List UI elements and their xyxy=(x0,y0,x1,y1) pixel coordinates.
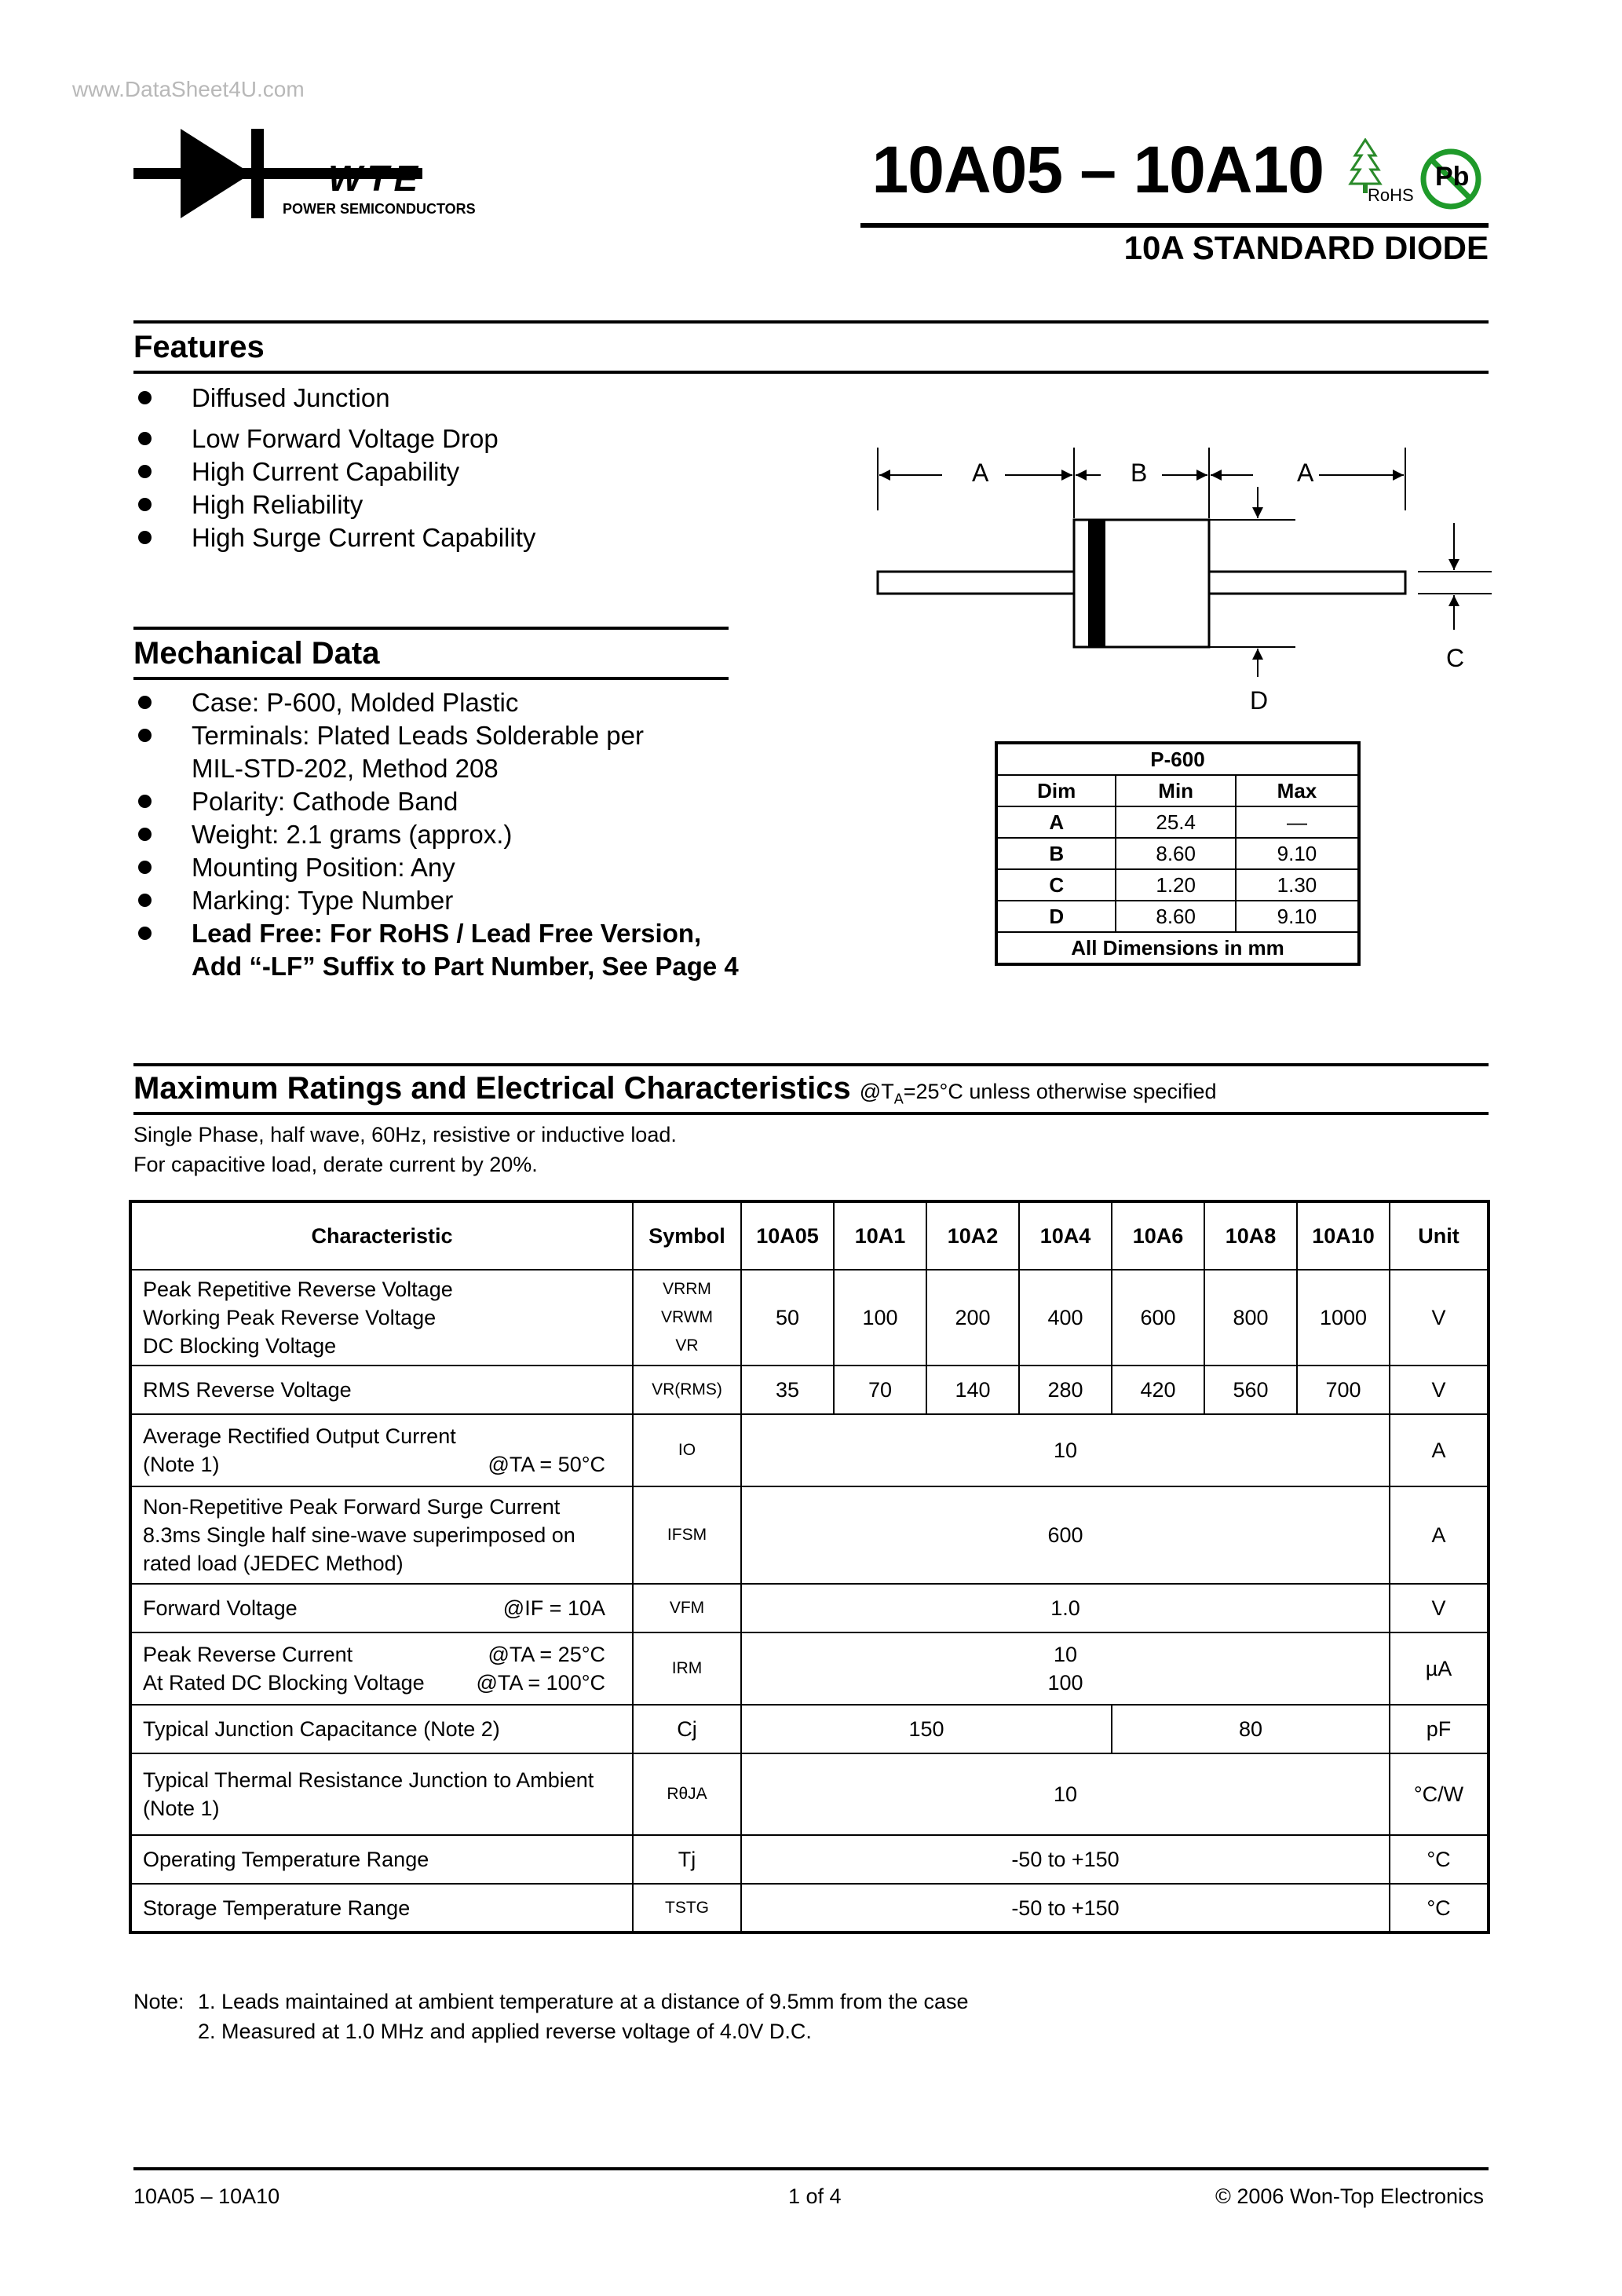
char-text: Forward Voltage xyxy=(143,1596,298,1620)
ratings-intro xyxy=(133,1120,677,1179)
symbol-cell: Cj xyxy=(633,1705,741,1753)
note-line xyxy=(133,1987,969,2016)
mechanical-item: Polarity: Cathode Band xyxy=(135,785,739,818)
dim-col-header: Dim xyxy=(996,775,1116,806)
mechanical-list xyxy=(135,686,739,983)
value-cell: 100 xyxy=(834,1270,926,1366)
char-condition: @TA = 50°C xyxy=(488,1453,605,1476)
characteristic-cell xyxy=(130,1584,633,1632)
watermark: www.DataSheet4U.com xyxy=(72,77,305,101)
notes xyxy=(133,1987,969,2046)
note-label: Note: xyxy=(133,1990,184,2013)
mechanical-item: Terminals: Plated Leads Solderable per xyxy=(135,719,739,752)
table-row xyxy=(130,1705,1489,1753)
condition-rest: =25°C unless otherwise specified xyxy=(903,1080,1217,1103)
value-cell: 80 xyxy=(1112,1705,1390,1753)
value-cell: 560 xyxy=(1204,1366,1297,1414)
characteristic-cell xyxy=(130,1414,633,1486)
dim-cell: D xyxy=(996,901,1116,932)
characteristic-cell: Operating Temperature Range xyxy=(130,1835,633,1884)
symbol-line: VRWM xyxy=(660,1308,714,1326)
symbol-cell: VFM xyxy=(633,1584,741,1632)
brand-subtitle: POWER SEMICONDUCTORS xyxy=(283,201,476,217)
col-header: 10A6 xyxy=(1112,1201,1204,1270)
footer-copyright: © 2006 Won-Top Electronics xyxy=(1215,2184,1484,2208)
unit-cell: °C xyxy=(1390,1835,1489,1884)
pb-free-badge xyxy=(1419,148,1482,210)
value-cell: 140 xyxy=(926,1366,1019,1414)
table-row xyxy=(130,1584,1489,1632)
char-line: Peak Repetitive Reverse Voltage xyxy=(143,1278,453,1301)
feature-item: Low Forward Voltage Drop xyxy=(135,422,535,455)
char-line: Working Peak Reverse Voltage xyxy=(143,1306,437,1329)
dim-label-d: D xyxy=(1250,686,1269,715)
char-line: 8.3ms Single half sine-wave superimposed on xyxy=(143,1523,575,1547)
dim-row xyxy=(996,838,1359,869)
char-line: (Note 1) xyxy=(143,1797,220,1820)
col-header: Unit xyxy=(1390,1201,1489,1270)
char-line: Non-Repetitive Peak Forward Surge Current xyxy=(143,1495,561,1519)
value-cell: 420 xyxy=(1112,1366,1204,1414)
dim-cell: A xyxy=(996,806,1116,838)
ratings-bottom-rule xyxy=(133,1112,1489,1115)
symbol-cell: IO xyxy=(633,1414,741,1486)
mechanical-item: Weight: 2.1 grams (approx.) xyxy=(135,818,739,851)
feature-item: Diffused Junction xyxy=(135,382,535,415)
dim-table-footer: All Dimensions in mm xyxy=(996,932,1359,964)
intro-line: Single Phase, half wave, 60Hz, resistive or inductive load. xyxy=(133,1123,677,1146)
value-line: 100 xyxy=(1047,1671,1083,1695)
dim-cell: — xyxy=(1236,806,1359,838)
char-condition: @TA = 100°C xyxy=(476,1671,605,1695)
value-cell: 280 xyxy=(1019,1366,1112,1414)
unit-cell: V xyxy=(1390,1366,1489,1414)
intro-line: For capacitive load, derate current by 20%. xyxy=(133,1153,538,1176)
symbol-cell: IFSM xyxy=(633,1486,741,1584)
ratings-title: Maximum Ratings and Electrical Characteristics xyxy=(133,1071,851,1106)
footer-page-number: 1 of 4 xyxy=(788,2184,842,2208)
features-heading: Features xyxy=(133,330,265,364)
part-title: 10A05 – 10A10 xyxy=(871,133,1324,207)
note-indent xyxy=(133,2016,198,2046)
value-cell: 50 xyxy=(741,1270,834,1366)
dim-cell: 1.20 xyxy=(1116,869,1235,901)
value-cell: 200 xyxy=(926,1270,1019,1366)
lead-free-item: Lead Free: For RoHS / Lead Free Version, xyxy=(135,917,739,950)
characteristic-cell xyxy=(130,1753,633,1835)
unit-cell: V xyxy=(1390,1270,1489,1366)
char-text: At Rated DC Blocking Voltage xyxy=(143,1671,425,1695)
dim-cell: 8.60 xyxy=(1116,901,1235,932)
unit-cell: °C xyxy=(1390,1884,1489,1932)
dim-cell: 9.10 xyxy=(1236,838,1359,869)
value-cell: 400 xyxy=(1019,1270,1112,1366)
col-header: 10A4 xyxy=(1019,1201,1112,1270)
mechanical-bottom-rule xyxy=(133,677,729,680)
table-row xyxy=(130,1753,1489,1835)
col-header: 10A1 xyxy=(834,1201,926,1270)
brand-name: WTE xyxy=(328,158,423,199)
col-header: 10A8 xyxy=(1204,1201,1297,1270)
char-line-with-condition xyxy=(143,1450,629,1479)
wte-logo xyxy=(133,122,479,225)
ratings-top-rule xyxy=(133,1063,1489,1066)
value-cell: 10 xyxy=(741,1414,1390,1486)
char-line: Average Rectified Output Current xyxy=(143,1424,456,1448)
dim-cell: C xyxy=(996,869,1116,901)
value-cell: 150 xyxy=(741,1705,1112,1753)
char-line: DC Blocking Voltage xyxy=(143,1334,337,1358)
value-cell: 700 xyxy=(1297,1366,1390,1414)
mechanical-continued-text: MIL-STD-202, Method 208 xyxy=(192,754,499,783)
dim-table-title: P-600 xyxy=(996,743,1359,775)
features-list xyxy=(135,382,535,554)
feature-item: High Reliability xyxy=(135,488,535,521)
char-text: Peak Reverse Current xyxy=(143,1643,353,1666)
dim-cell: 25.4 xyxy=(1116,806,1235,838)
value-cell: -50 to +150 xyxy=(741,1884,1390,1932)
char-line-with-condition xyxy=(143,1594,629,1622)
ratings-table xyxy=(129,1200,1490,1934)
features-top-rule xyxy=(133,320,1489,324)
ratings-condition xyxy=(859,1080,1217,1107)
mechanical-item: Case: P-600, Molded Plastic xyxy=(135,686,739,719)
dim-label-a-left: A xyxy=(972,459,989,487)
characteristic-cell xyxy=(130,1270,633,1366)
col-header: 10A05 xyxy=(741,1201,834,1270)
col-header: 10A10 xyxy=(1297,1201,1390,1270)
feature-item: High Current Capability xyxy=(135,455,535,488)
condition-prefix: @T xyxy=(859,1080,894,1103)
value-cell: 600 xyxy=(1112,1270,1204,1366)
symbol-cell xyxy=(633,1270,741,1366)
col-header: 10A2 xyxy=(926,1201,1019,1270)
features-bottom-rule xyxy=(133,371,1489,374)
value-line: 10 xyxy=(1053,1643,1078,1666)
col-header: Symbol xyxy=(633,1201,741,1270)
package-diagram xyxy=(864,448,1507,738)
lead-free-item-continued xyxy=(135,950,739,983)
dimension-table xyxy=(995,741,1361,966)
footer-left: 10A05 – 10A10 xyxy=(133,2184,280,2208)
char-line: rated load (JEDEC Method) xyxy=(143,1552,404,1575)
condition-sub: A xyxy=(893,1091,904,1107)
symbol-cell: IRM xyxy=(633,1632,741,1705)
dim-cell: B xyxy=(996,838,1116,869)
value-cell: -50 to +150 xyxy=(741,1835,1390,1884)
rohs-label: RoHS xyxy=(1368,185,1414,205)
dim-cell: 1.30 xyxy=(1236,869,1359,901)
mechanical-item-continued xyxy=(135,752,739,785)
note-text: 2. Measured at 1.0 MHz and applied reverse voltage of 4.0V D.C. xyxy=(198,2020,812,2043)
value-cell: 800 xyxy=(1204,1270,1297,1366)
unit-cell: V xyxy=(1390,1584,1489,1632)
dim-label-b: B xyxy=(1131,459,1148,487)
char-line-with-condition xyxy=(143,1640,629,1669)
dim-col-header: Max xyxy=(1236,775,1359,806)
subtitle: 10A STANDARD DIODE xyxy=(1123,229,1489,266)
symbol-cell: TSTG xyxy=(633,1884,741,1932)
value-cell: 35 xyxy=(741,1366,834,1414)
table-header-row xyxy=(130,1201,1489,1270)
p600-outline-drawing xyxy=(864,448,1507,738)
dim-cell: 8.60 xyxy=(1116,838,1235,869)
col-header: Characteristic xyxy=(130,1201,633,1270)
symbol-cell: RθJA xyxy=(633,1753,741,1835)
dim-row xyxy=(996,806,1359,838)
symbol-line: VR xyxy=(675,1336,699,1355)
symbol-cell: VR(RMS) xyxy=(633,1366,741,1414)
char-line-with-condition xyxy=(143,1669,629,1697)
characteristic-cell xyxy=(130,1486,633,1584)
mechanical-item: Marking: Type Number xyxy=(135,884,739,917)
title-rule xyxy=(860,223,1489,228)
char-line: Typical Thermal Resistance Junction to Ambient xyxy=(143,1768,594,1792)
table-row xyxy=(130,1366,1489,1414)
dim-row xyxy=(996,869,1359,901)
characteristic-cell: Storage Temperature Range xyxy=(130,1884,633,1932)
unit-cell: °C/W xyxy=(1390,1753,1489,1835)
mechanical-heading: Mechanical Data xyxy=(133,636,380,671)
value-cell xyxy=(741,1632,1390,1705)
feature-item: High Surge Current Capability xyxy=(135,521,535,554)
dim-label-c: C xyxy=(1446,644,1465,672)
table-row xyxy=(130,1486,1489,1584)
characteristic-cell: Typical Junction Capacitance (Note 2) xyxy=(130,1705,633,1753)
dim-col-header: Min xyxy=(1116,775,1235,806)
note-line xyxy=(133,2016,969,2046)
dim-row xyxy=(996,901,1359,932)
char-text: (Note 1) xyxy=(143,1453,220,1476)
table-row xyxy=(130,1270,1489,1366)
table-row xyxy=(130,1884,1489,1932)
symbol-line: VRRM xyxy=(663,1280,711,1298)
mechanical-item: Mounting Position: Any xyxy=(135,851,739,884)
unit-cell: A xyxy=(1390,1414,1489,1486)
footer-rule xyxy=(133,2167,1489,2170)
note-text: 1. Leads maintained at ambient temperature at a distance of 9.5mm from the case xyxy=(198,1990,969,2013)
value-cell: 1.0 xyxy=(741,1584,1390,1632)
unit-cell: µA xyxy=(1390,1632,1489,1705)
table-row xyxy=(130,1632,1489,1705)
value-cell: 70 xyxy=(834,1366,926,1414)
dim-cell: 9.10 xyxy=(1236,901,1359,932)
characteristic-cell xyxy=(130,1632,633,1705)
ratings-heading xyxy=(133,1071,1216,1107)
unit-cell: A xyxy=(1390,1486,1489,1584)
value-cell: 1000 xyxy=(1297,1270,1390,1366)
table-row xyxy=(130,1414,1489,1486)
value-cell: 600 xyxy=(741,1486,1390,1584)
table-row xyxy=(130,1835,1489,1884)
value-cell: 10 xyxy=(741,1753,1390,1835)
characteristic-cell: RMS Reverse Voltage xyxy=(130,1366,633,1414)
lead-free-continued-text: Add “-LF” Suffix to Part Number, See Page 4 xyxy=(192,952,739,981)
dim-label-a-right: A xyxy=(1297,459,1314,487)
symbol-cell: Tj xyxy=(633,1835,741,1884)
char-condition: @IF = 10A xyxy=(502,1596,605,1620)
mechanical-top-rule xyxy=(133,627,729,630)
pb-label: Pb xyxy=(1435,162,1470,192)
rohs-badge xyxy=(1344,138,1415,209)
char-condition: @TA = 25°C xyxy=(488,1643,605,1666)
unit-cell: pF xyxy=(1390,1705,1489,1753)
